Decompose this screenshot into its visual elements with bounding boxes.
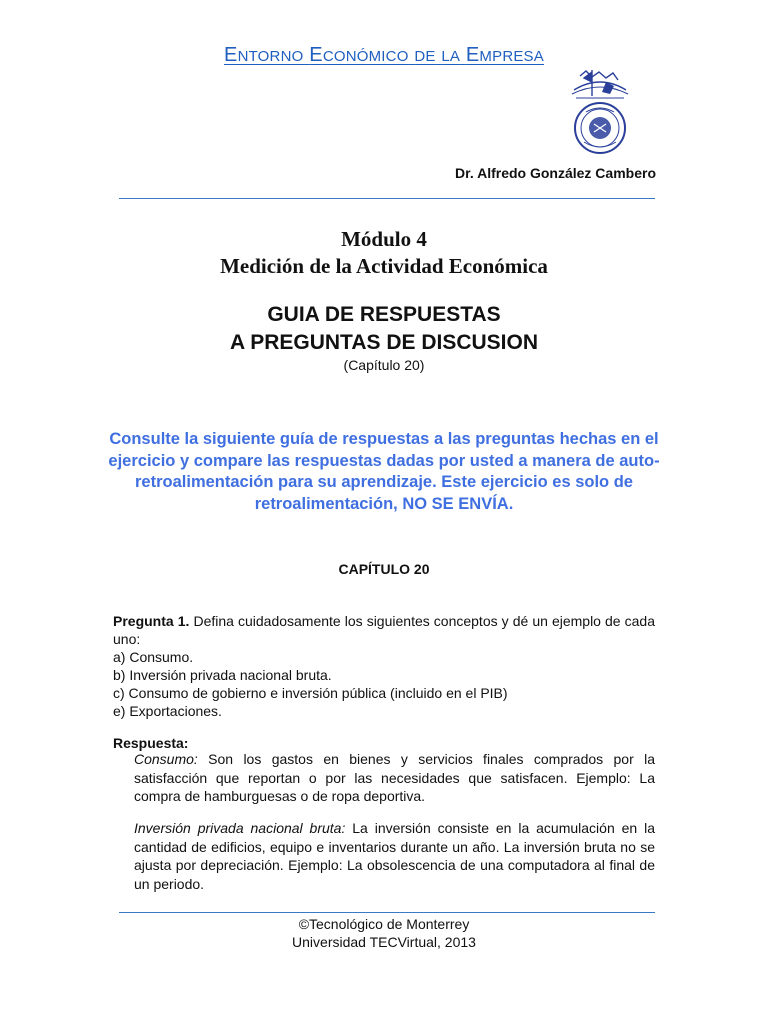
course-title-word: ENTORNO xyxy=(224,44,304,66)
answer-text: La inversión consiste en la acumulación en la cantidad de edificios, equipo e inventarios durante un año. La inversión bruta no se ajusta por depreciación. Ejemplo: La obsolescencia de una computadora al final de un periodo. xyxy=(134,820,655,892)
course-title-word: LA xyxy=(441,48,461,65)
question-label: Pregunta 1. xyxy=(113,613,190,629)
question-block xyxy=(113,612,655,720)
answer-term: Consumo: xyxy=(134,751,198,767)
question-intro xyxy=(113,612,655,648)
footer-copyright: ©Tecnológico de Monterrey xyxy=(298,916,470,932)
list-item: b) Inversión privada nacional bruta. xyxy=(113,667,332,683)
answer-paragraph xyxy=(134,750,655,806)
module-title: Medición de la Actividad Económica xyxy=(220,254,548,278)
page-footer xyxy=(0,915,768,951)
institution-seal-icon xyxy=(566,68,634,160)
guide-title-line-2: A PREGUNTAS DE DISCUSION xyxy=(229,331,539,354)
footer-institution: Universidad TECVirtual, 2013 xyxy=(292,934,476,950)
feedback-notice: Consulte la siguiente guía de respuestas a las preguntas hechas en el ejercicio y compare las respuestas dadas por usted a manera de auto-retroalimentación para su aprendizaje. Este ejercicio es solo de retroalimentación, NO SE ENVÍA. xyxy=(108,430,660,513)
answer-label: Respuesta: xyxy=(113,735,189,751)
course-title-word: DE xyxy=(414,48,436,65)
answer-paragraph xyxy=(134,819,655,893)
footer-divider xyxy=(119,912,655,913)
chapter-heading: CAPÍTULO 20 xyxy=(338,561,430,577)
question-text: Defina cuidadosamente los siguientes conceptos y dé un ejemplo de cada uno: xyxy=(113,613,655,647)
list-item: e) Exportaciones. xyxy=(113,703,222,719)
list-item: a) Consumo. xyxy=(113,649,194,665)
chapter-note: (Capítulo 20) xyxy=(343,357,425,373)
course-title-word: EMPRESA xyxy=(465,44,544,66)
answer-text: Son los gastos en bienes y servicios finales comprados por la satisfacción que reportan o por las necesidades que satisfacen. Ejemplo: La compra de hamburguesas o de ropa deportiva. xyxy=(134,751,655,804)
course-title xyxy=(0,44,768,67)
course-title-word: ECONÓMICO xyxy=(309,44,409,66)
author-name: Dr. Alfredo González Cambero xyxy=(455,165,656,181)
module-number: Módulo 4 xyxy=(341,227,427,251)
header-divider xyxy=(119,198,655,199)
answer-term: Inversión privada nacional bruta: xyxy=(134,820,346,836)
guide-title-line-1: GUIA DE RESPUESTAS xyxy=(267,303,501,326)
list-item: c) Consumo de gobierno e inversión pública (incluido en el PIB) xyxy=(113,685,508,701)
